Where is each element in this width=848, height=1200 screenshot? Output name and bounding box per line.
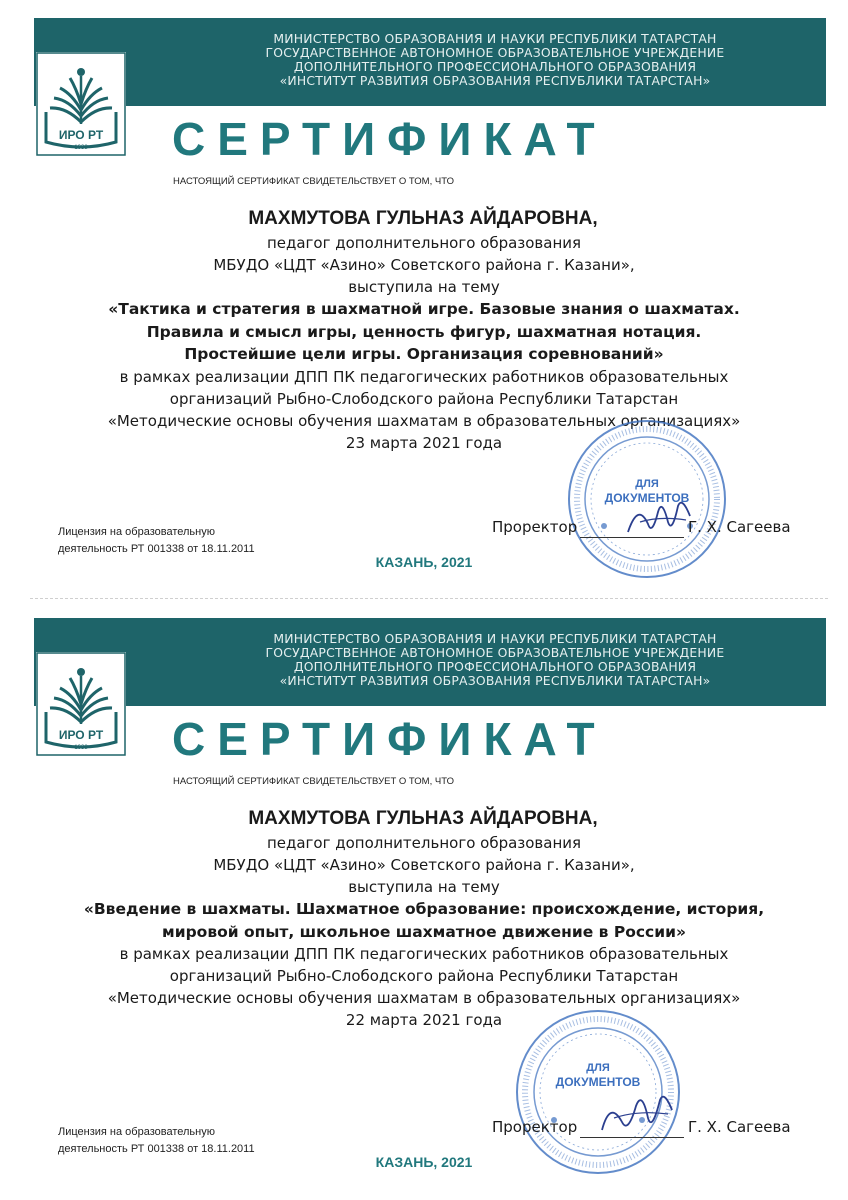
stamp-label	[514, 1062, 682, 1089]
certificate-intro: НАСТОЯЩИЙ СЕРТИФИКАТ СВИДЕТЕЛЬСТВУЕТ О ТОМ, ЧТО	[173, 776, 454, 787]
signer-name: Г. Х. Сагеева	[688, 1118, 791, 1136]
certificate-body	[60, 206, 788, 454]
recipient-position: педагог дополнительного образования	[266, 834, 582, 852]
recipient-organization: МБУДО «ЦДТ «Азино» Советского района г. Казани»,	[213, 856, 635, 874]
license-line: деятельность РТ 001338 от 18.11.2011	[58, 1143, 255, 1155]
license-line: Лицензия на образовательную	[58, 526, 215, 538]
institution-name	[174, 32, 816, 88]
institution-line: МИНИСТЕРСТВО ОБРАЗОВАНИЯ И НАУКИ РЕСПУБЛИКИ ТАТАРСТАН	[273, 31, 717, 46]
license-info	[58, 1124, 255, 1158]
spoke-on-topic: выступила на тему	[348, 878, 500, 896]
stamp-text: ДОКУМЕНТОВ	[604, 491, 690, 505]
topic-line: мировой опыт, школьное шахматное движение в России»	[162, 922, 686, 941]
city-year: КАЗАНЬ, 2021	[375, 1154, 473, 1170]
recipient-organization: МБУДО «ЦДТ «Азино» Советского района г. Казани»,	[213, 256, 635, 274]
context-line: организаций Рыбно-Слободского района Республики Татарстан	[169, 967, 679, 985]
logo-year: 1938	[74, 145, 88, 151]
topic-line: Правила и смысл игры, ценность фигур, шахматная нотация.	[146, 322, 702, 341]
signer-name: Г. Х. Сагеева	[688, 518, 791, 536]
recipient-name: МАХМУТОВА ГУЛЬНАЗ АЙДАРОВНА,	[248, 808, 598, 829]
signer-role: Проректор	[492, 1118, 578, 1136]
event-date: 23 марта 2021 года	[345, 433, 503, 452]
institute-logo	[36, 652, 126, 756]
institution-name	[174, 632, 816, 688]
certificate-2	[0, 600, 848, 1200]
certificate-intro: НАСТОЯЩИЙ СЕРТИФИКАТ СВИДЕТЕЛЬСТВУЕТ О ТОМ, ЧТО	[173, 176, 454, 187]
signer-role: Проректор	[492, 518, 578, 536]
logo-text: ИРО РТ	[58, 728, 104, 742]
context-line: в рамках реализации ДПП ПК педагогических работников образовательных	[119, 367, 729, 386]
logo-text: ИРО РТ	[58, 128, 104, 142]
handwritten-signature	[596, 1088, 680, 1138]
topic-line: «Тактика и стратегия в шахматной игре. Базовые знания о шахматах.	[108, 300, 740, 318]
spoke-on-topic: выступила на тему	[348, 278, 500, 296]
certificate-body	[60, 806, 788, 1031]
topic-line: Простейшие цели игры. Организация соревнований»	[184, 345, 664, 363]
institution-line: МИНИСТЕРСТВО ОБРАЗОВАНИЯ И НАУКИ РЕСПУБЛИКИ ТАТАРСТАН	[273, 631, 717, 646]
event-date: 22 марта 2021 года	[345, 1011, 503, 1029]
stamp-text: ДОКУМЕНТОВ	[555, 1075, 641, 1089]
license-line: деятельность РТ 001338 от 18.11.2011	[58, 543, 255, 555]
page-divider	[30, 598, 828, 599]
license-line: Лицензия на образовательную	[58, 1126, 215, 1138]
recipient-position: педагог дополнительного образования	[266, 234, 582, 252]
stamp-text: ДЛЯ	[635, 478, 659, 490]
institute-logo	[36, 52, 126, 156]
context-line: в рамках реализации ДПП ПК педагогических работников образовательных	[119, 945, 729, 963]
handwritten-signature	[620, 492, 700, 542]
context-line: организаций Рыбно-Слободского района Республики Татарстан	[169, 389, 679, 408]
city-year: КАЗАНЬ, 2021	[375, 554, 473, 570]
institution-line: «ИНСТИТУТ РАЗВИТИЯ ОБРАЗОВАНИЯ РЕСПУБЛИКИ ТАТАРСТАН»	[279, 73, 711, 88]
institution-line: ДОПОЛНИТЕЛЬНОГО ПРОФЕССИОНАЛЬНОГО ОБРАЗОВАНИЯ	[293, 659, 697, 674]
stamp-text: ДЛЯ	[586, 1062, 610, 1074]
context-line: «Методические основы обучения шахматам в образовательных организациях»	[107, 411, 741, 430]
institution-line: ДОПОЛНИТЕЛЬНОГО ПРОФЕССИОНАЛЬНОГО ОБРАЗОВАНИЯ	[293, 59, 697, 74]
institution-line: «ИНСТИТУТ РАЗВИТИЯ ОБРАЗОВАНИЯ РЕСПУБЛИКИ ТАТАРСТАН»	[279, 673, 711, 688]
institution-line: ГОСУДАРСТВЕННОЕ АВТОНОМНОЕ ОБРАЗОВАТЕЛЬНОЕ УЧРЕЖДЕНИЕ	[265, 645, 725, 660]
recipient-name: МАХМУТОВА ГУЛЬНАЗ АЙДАРОВНА,	[248, 208, 598, 229]
logo-year: 1938	[74, 745, 88, 751]
topic-line: «Введение в шахматы. Шахматное образование: происхождение, история,	[83, 900, 765, 918]
institution-line: ГОСУДАРСТВЕННОЕ АВТОНОМНОЕ ОБРАЗОВАТЕЛЬНОЕ УЧРЕЖДЕНИЕ	[265, 45, 725, 60]
license-info	[58, 524, 255, 558]
certificate-title: СЕРТИФИКАТ	[172, 713, 607, 765]
header-banner	[34, 618, 826, 706]
context-line: «Методические основы обучения шахматам в образовательных организациях»	[107, 989, 741, 1007]
certificate-title: СЕРТИФИКАТ	[172, 113, 607, 165]
header-banner	[34, 18, 826, 106]
